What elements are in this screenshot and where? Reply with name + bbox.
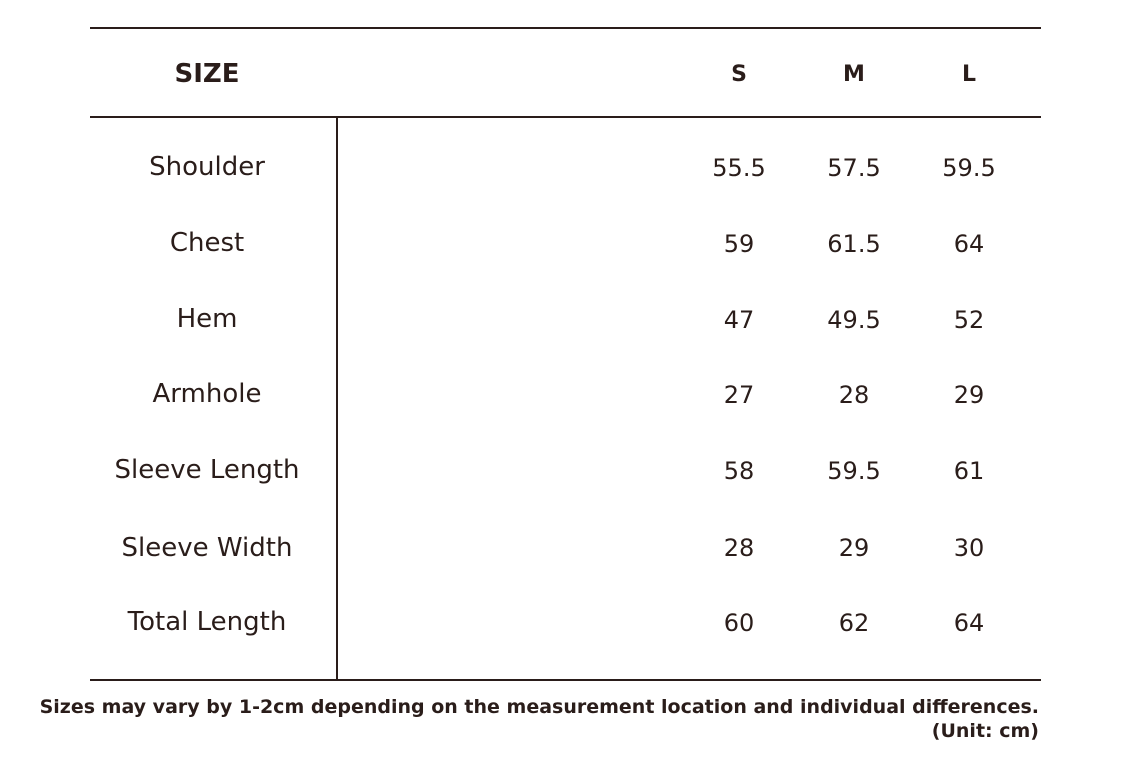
- value-s: 28: [723, 534, 755, 562]
- value-l: 59.5: [942, 154, 996, 182]
- value-s: 55.5: [712, 154, 766, 182]
- row-label: Armhole: [152, 379, 262, 409]
- table-bottom-rule: [90, 679, 1041, 681]
- footnote: [40, 696, 1039, 744]
- size-header-l: L: [961, 62, 977, 87]
- value-l: 29: [953, 381, 985, 409]
- row-label: Total Length: [127, 607, 287, 637]
- value-s: 58: [723, 457, 755, 485]
- label-column-divider: [336, 117, 338, 680]
- measurement-disclaimer: Sizes may vary by 1-2cm depending on the measurement location and individual differences.: [39, 696, 1039, 718]
- value-s: 27: [723, 381, 755, 409]
- row-label: Sleeve Length: [114, 455, 300, 485]
- value-m: 59.5: [827, 457, 881, 485]
- row-label: Shoulder: [149, 152, 265, 182]
- header-bottom-rule: [90, 116, 1041, 118]
- value-s: 60: [723, 609, 755, 637]
- table-top-rule: [90, 27, 1041, 29]
- row-label: Hem: [176, 304, 238, 334]
- value-l: 61: [953, 457, 985, 485]
- value-l: 64: [953, 230, 985, 258]
- value-l: 52: [953, 306, 985, 334]
- value-s: 59: [723, 230, 755, 258]
- value-m: 57.5: [827, 154, 881, 182]
- row-label: Sleeve Width: [121, 533, 293, 563]
- value-m: 49.5: [827, 306, 881, 334]
- row-label: Chest: [169, 228, 245, 258]
- value-l: 30: [953, 534, 985, 562]
- size-header-label: SIZE: [174, 59, 240, 89]
- size-header-m: M: [843, 62, 865, 87]
- value-m: 61.5: [827, 230, 881, 258]
- unit-note: (Unit: cm): [931, 719, 1039, 742]
- value-l: 64: [953, 609, 985, 637]
- size-header-s: S: [731, 62, 747, 87]
- value-s: 47: [723, 306, 755, 334]
- value-m: 29: [838, 534, 870, 562]
- value-m: 28: [838, 381, 870, 409]
- value-m: 62: [838, 609, 870, 637]
